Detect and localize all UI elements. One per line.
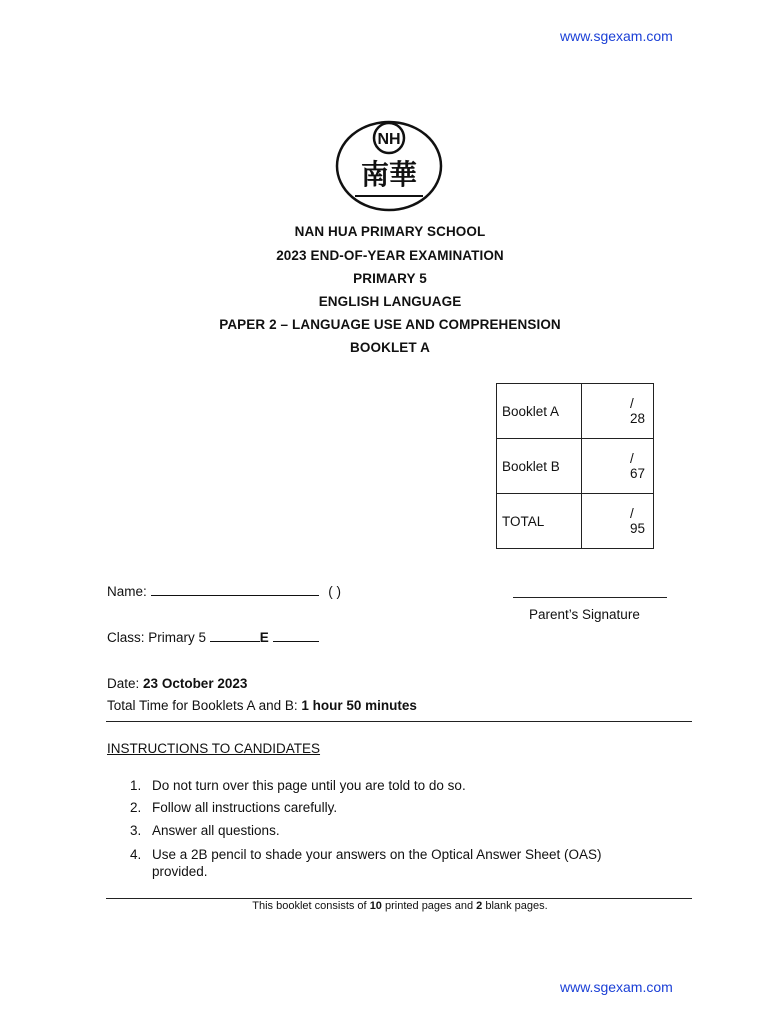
paper-title: PAPER 2 – LANGUAGE USE AND COMPREHENSION	[219, 317, 561, 332]
name-row	[107, 584, 341, 599]
svg-text:NH: NH	[377, 131, 401, 148]
score-value: / 67	[582, 439, 654, 494]
footer-suffix: blank pages.	[485, 900, 548, 912]
class-field[interactable]	[273, 630, 319, 642]
score-label: TOTAL	[497, 494, 582, 549]
name-field[interactable]	[151, 584, 319, 596]
instructions-heading: INSTRUCTIONS TO CANDIDATES	[107, 741, 321, 756]
school-logo	[333, 118, 445, 214]
score-row	[497, 439, 654, 494]
instruction-number: 3.	[130, 823, 142, 838]
instruction-number: 1.	[130, 778, 142, 793]
parent-signature-label: Parent’s Signature	[529, 607, 640, 622]
score-label: Booklet B	[497, 439, 582, 494]
class-suffix: E	[259, 630, 269, 645]
instruction-text: Do not turn over this page until you are told to do so.	[152, 778, 466, 793]
footer-middle: printed pages and	[385, 900, 474, 912]
instruction-number: 4.	[130, 847, 142, 862]
school-name: NAN HUA PRIMARY SCHOOL	[294, 224, 486, 239]
booklet-title: BOOKLET A	[350, 340, 430, 355]
score-row	[497, 494, 654, 549]
subject-title: ENGLISH LANGUAGE	[318, 294, 462, 309]
signature-line[interactable]	[513, 597, 667, 598]
time-label: Total Time for Booklets A and B:	[107, 698, 298, 713]
divider	[106, 898, 692, 899]
date-value: 23 October 2023	[143, 676, 248, 691]
score-table	[496, 383, 654, 549]
exam-title: 2023 END-OF-YEAR EXAMINATION	[276, 248, 504, 263]
date-label: Date:	[107, 676, 140, 691]
date-row	[107, 676, 247, 691]
level-title: PRIMARY 5	[353, 271, 427, 286]
class-row	[107, 630, 319, 645]
footer-prefix: This booklet consists of	[252, 900, 367, 912]
class-number-field[interactable]	[210, 630, 260, 642]
instruction-number: 2.	[130, 800, 142, 815]
time-row	[107, 698, 417, 713]
instruction-text: Answer all questions.	[152, 823, 280, 838]
blank-pages-count: 2	[476, 900, 483, 912]
svg-text:南華: 南華	[360, 158, 418, 191]
score-label: Booklet A	[497, 384, 582, 439]
score-row	[497, 384, 654, 439]
website-watermark-bottom[interactable]: www.sgexam.com	[560, 979, 673, 995]
name-label: Name:	[107, 584, 147, 599]
instruction-text: Follow all instructions carefully.	[152, 800, 338, 815]
printed-pages-count: 10	[369, 900, 382, 912]
instruction-text: Use a 2B pencil to shade your answers on the Optical Answer Sheet (OAS) provided.	[152, 847, 602, 879]
score-value: / 95	[582, 494, 654, 549]
class-label: Class: Primary 5	[107, 630, 207, 645]
time-value: 1 hour 50 minutes	[301, 698, 417, 713]
score-value: / 28	[582, 384, 654, 439]
register-number-field[interactable]: ( )	[328, 584, 342, 599]
booklet-page-count	[0, 900, 768, 912]
divider	[106, 721, 692, 722]
website-watermark-top[interactable]: www.sgexam.com	[560, 28, 673, 44]
